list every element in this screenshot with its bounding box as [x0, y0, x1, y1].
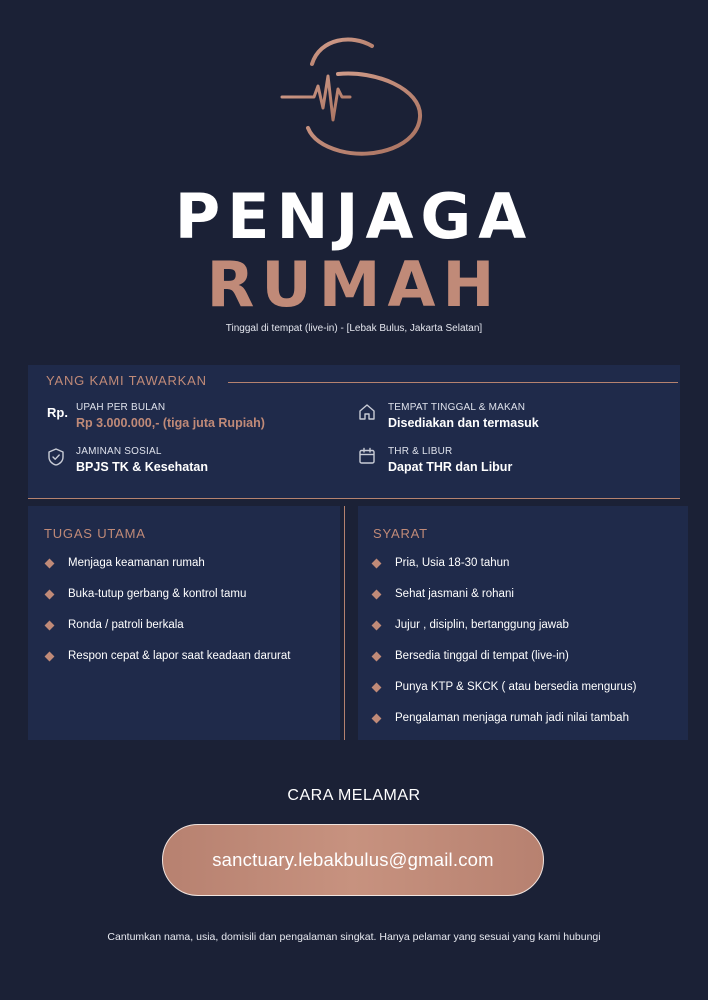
footer-note: Cantumkan nama, usia, domisili dan pengalaman singkat. Hanya pelamar yang sesuai yang kami hubungi: [107, 931, 601, 943]
tugas-list: [44, 557, 290, 681]
rupiah-icon: Rp.: [47, 405, 68, 420]
diamond-bullet-icon: [372, 621, 382, 631]
offer-label: THR & LIBUR: [388, 446, 453, 457]
offer-value: BPJS TK & Kesehatan: [76, 460, 208, 474]
diamond-bullet-icon: [372, 652, 382, 662]
offer-value: Rp 3.000.000,- (tiga juta Rupiah): [76, 416, 265, 430]
offer-value: Disediakan dan termasuk: [388, 416, 539, 430]
diamond-bullet-icon: [372, 683, 382, 693]
list-item: Jujur , disiplin, bertanggung jawab: [371, 619, 636, 650]
list-item: Pria, Usia 18-30 tahun: [371, 557, 636, 588]
diamond-bullet-icon: [45, 652, 55, 662]
list-item: Bersedia tinggal di tempat (live-in): [371, 650, 636, 681]
offer-title-rule: [228, 382, 678, 383]
diamond-bullet-icon: [372, 559, 382, 569]
apply-title: CARA MELAMAR: [287, 787, 421, 804]
list-item: Ronda / patroli berkala: [44, 619, 290, 650]
tugas-title: TUGAS UTAMA: [44, 526, 146, 541]
shield-check-icon: [46, 447, 66, 467]
diamond-bullet-icon: [45, 559, 55, 569]
offer-item-insurance: [76, 446, 208, 474]
column-divider: [344, 506, 345, 740]
offer-item-holiday: [388, 446, 512, 474]
offer-title: YANG KAMI TAWARKAN: [46, 373, 207, 388]
list-item: Buka-tutup gerbang & kontrol tamu: [44, 588, 290, 619]
offer-item-salary: [76, 402, 265, 430]
list-item: Respon cepat & lapor saat keadaan darurat: [44, 650, 290, 681]
syarat-list: [371, 557, 636, 743]
email-button[interactable]: sanctuary.lebakbulus@gmail.com: [162, 824, 544, 896]
logo-icon: [280, 34, 430, 159]
diamond-bullet-icon: [45, 590, 55, 600]
offer-label: UPAH PER BULAN: [76, 402, 166, 413]
list-item: Pengalaman menjaga rumah jadi nilai tambah: [371, 712, 636, 743]
section-divider: [28, 498, 680, 499]
list-item: Menjaga keamanan rumah: [44, 557, 290, 588]
title-line1: PENJAGA: [174, 180, 534, 253]
diamond-bullet-icon: [45, 621, 55, 631]
calendar-icon: [357, 446, 377, 466]
list-item: Punya KTP & SKCK ( atau bersedia mengurus): [371, 681, 636, 712]
offer-item-housing: [388, 402, 539, 430]
subtitle: Tinggal di tempat (live-in) - [Lebak Bulus, Jakarta Selatan]: [225, 323, 483, 334]
diamond-bullet-icon: [372, 590, 382, 600]
syarat-title: SYARAT: [373, 526, 428, 541]
title-line2: RUMAH: [206, 248, 502, 321]
diamond-bullet-icon: [372, 714, 382, 724]
offer-label: JAMINAN SOSIAL: [76, 446, 162, 457]
offer-label: TEMPAT TINGGAL & MAKAN: [388, 402, 526, 413]
home-icon: [357, 402, 377, 422]
list-item: Sehat jasmani & rohani: [371, 588, 636, 619]
offer-value: Dapat THR dan Libur: [388, 460, 513, 474]
